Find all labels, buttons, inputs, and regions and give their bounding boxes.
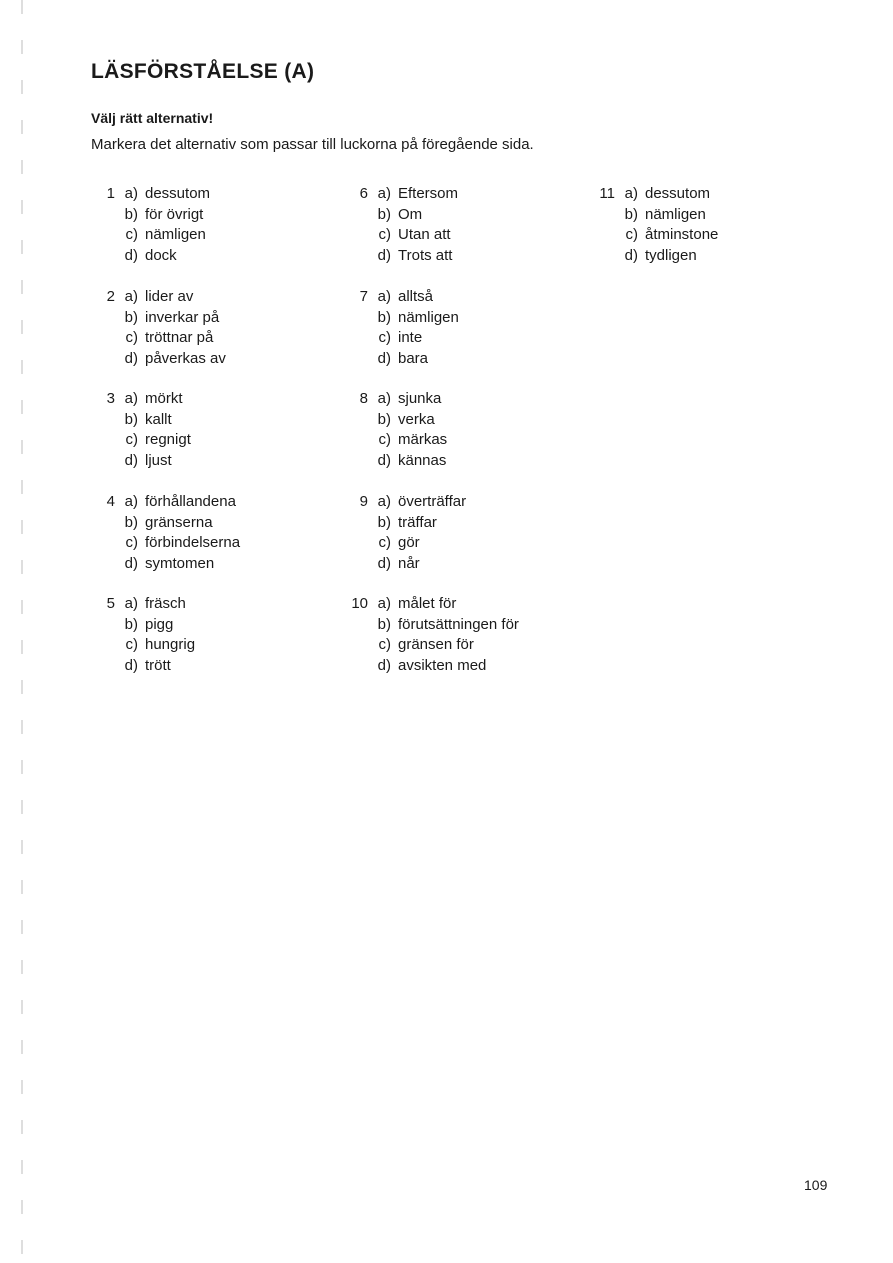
question-number-spacer (91, 656, 115, 677)
question-number-spacer (344, 656, 368, 677)
answer-option[interactable] (91, 554, 321, 575)
option-text: målet för (398, 595, 457, 612)
question-number-spacer (344, 246, 368, 267)
option-text: överträffar (398, 493, 467, 510)
option-letter: b) (124, 615, 138, 633)
option-letter: d) (377, 554, 391, 572)
answer-option[interactable] (344, 410, 574, 431)
question-number-spacer (344, 430, 368, 451)
answer-option[interactable] (91, 594, 321, 615)
answer-option[interactable] (91, 656, 321, 677)
answer-option[interactable] (344, 635, 574, 656)
answer-option[interactable] (91, 225, 321, 246)
option-letter: c) (625, 226, 638, 244)
answer-option[interactable] (91, 184, 321, 205)
answer-option[interactable] (344, 205, 574, 226)
option-text: kännas (398, 451, 447, 469)
option-letter: c) (125, 226, 138, 244)
option-text: verka (398, 410, 435, 428)
question-number-spacer (591, 246, 615, 267)
question-number: 7 (359, 288, 368, 305)
answer-option[interactable] (344, 328, 574, 349)
question-number-spacer (91, 615, 115, 636)
option-letter: c) (378, 636, 391, 654)
option-text: träffar (398, 513, 437, 531)
question-number-spacer (344, 451, 368, 472)
question-number-spacer (91, 328, 115, 349)
option-letter: a) (124, 493, 138, 510)
option-text: Utan att (398, 226, 451, 244)
option-letter: d) (377, 349, 391, 367)
option-letter: a) (377, 595, 391, 612)
option-letter: c) (378, 534, 391, 552)
option-text: sjunka (398, 390, 442, 407)
question-number: 8 (359, 390, 368, 407)
question-number-spacer (91, 205, 115, 226)
answer-option[interactable] (91, 430, 321, 451)
option-letter: c) (125, 636, 138, 654)
answer-option[interactable] (91, 451, 321, 472)
question-7 (344, 287, 574, 369)
answer-option[interactable] (344, 225, 574, 246)
question-4 (91, 492, 321, 574)
option-text: mörkt (145, 390, 183, 407)
option-text: symtomen (145, 554, 215, 572)
question-number-spacer (344, 554, 368, 575)
option-text: ljust (145, 451, 172, 469)
question-number-spacer (344, 328, 368, 349)
option-text: nämligen (645, 205, 706, 223)
question-number-spacer (344, 513, 368, 534)
question-3 (91, 389, 321, 471)
answer-option[interactable] (344, 615, 574, 636)
question-8 (344, 389, 574, 471)
option-letter: c) (125, 431, 138, 449)
answer-option[interactable] (91, 308, 321, 329)
page-number: 109 (804, 1177, 828, 1193)
question-10 (344, 594, 574, 676)
option-text: avsikten med (398, 656, 487, 674)
question-number: 11 (599, 185, 615, 202)
answer-option[interactable] (91, 389, 321, 410)
answer-option[interactable] (91, 533, 321, 554)
option-letter: a) (124, 390, 138, 407)
option-letter: a) (377, 390, 391, 407)
option-letter: d) (377, 246, 391, 264)
question-number-spacer (91, 225, 115, 246)
question-number-spacer (344, 205, 368, 226)
option-letter: c) (125, 329, 138, 347)
answer-option[interactable] (344, 554, 574, 575)
answer-option[interactable] (344, 308, 574, 329)
option-letter: b) (377, 513, 391, 531)
option-letter: c) (378, 226, 391, 244)
option-letter: d) (124, 451, 138, 469)
option-letter: b) (124, 513, 138, 531)
question-6 (344, 184, 574, 266)
option-text: regnigt (145, 431, 191, 449)
answer-option[interactable] (344, 430, 574, 451)
answer-option[interactable] (91, 349, 321, 370)
answer-option[interactable] (91, 287, 321, 308)
option-letter: a) (124, 595, 138, 612)
answer-option[interactable] (344, 656, 574, 677)
question-11 (591, 184, 821, 266)
question-number-spacer (91, 513, 115, 534)
question-5 (91, 594, 321, 676)
option-text: fräsch (145, 595, 186, 612)
answer-option[interactable] (591, 246, 821, 267)
question-number-spacer (344, 349, 368, 370)
question-number: 10 (351, 595, 368, 612)
option-letter: c) (125, 534, 138, 552)
question-number: 2 (106, 288, 115, 305)
option-text: inte (398, 329, 423, 347)
option-text: trött (145, 656, 171, 674)
question-number-spacer (91, 451, 115, 472)
question-number-spacer (591, 225, 615, 246)
option-text: Eftersom (398, 185, 459, 202)
option-letter: b) (377, 308, 391, 326)
question-number-spacer (344, 308, 368, 329)
answer-option[interactable] (344, 389, 574, 410)
option-letter: c) (378, 329, 391, 347)
answer-option[interactable] (91, 635, 321, 656)
question-1 (91, 184, 321, 266)
option-letter: d) (377, 656, 391, 674)
answer-option[interactable] (344, 287, 574, 308)
option-text: alltså (398, 288, 434, 305)
answer-option[interactable] (91, 246, 321, 267)
subtitle: Välj rätt alternativ! (91, 110, 214, 126)
option-letter: d) (377, 451, 391, 469)
answer-option[interactable] (344, 492, 574, 513)
question-number-spacer (91, 430, 115, 451)
option-text: tydligen (645, 246, 697, 264)
question-number: 3 (106, 390, 115, 407)
option-letter: b) (377, 205, 391, 223)
question-9 (344, 492, 574, 574)
scan-binding-edge (21, 0, 23, 1263)
option-letter: b) (377, 615, 391, 633)
question-number-spacer (344, 533, 368, 554)
question-number: 4 (106, 493, 115, 510)
answer-option[interactable] (91, 615, 321, 636)
option-letter: d) (624, 246, 638, 264)
question-2 (91, 287, 321, 369)
instruction-text: Markera det alternativ som passar till luckorna på föregående sida. (91, 136, 534, 153)
answer-option[interactable] (91, 205, 321, 226)
option-text: förutsättningen för (398, 615, 519, 633)
option-text: hungrig (145, 636, 196, 654)
answer-option[interactable] (591, 225, 821, 246)
option-text: Trots att (398, 246, 453, 264)
option-text: gränserna (145, 513, 213, 531)
option-text: påverkas av (145, 349, 226, 367)
question-number-spacer (91, 308, 115, 329)
question-number: 1 (106, 185, 115, 202)
answer-option[interactable] (344, 246, 574, 267)
question-number-spacer (91, 349, 115, 370)
question-number-spacer (344, 225, 368, 246)
option-text: bara (398, 349, 429, 367)
question-number-spacer (344, 635, 368, 656)
answer-option[interactable] (344, 594, 574, 615)
answer-option[interactable] (344, 184, 574, 205)
answer-option[interactable] (91, 492, 321, 513)
option-letter: b) (124, 410, 138, 428)
option-text: Om (398, 205, 423, 223)
question-number-spacer (91, 554, 115, 575)
question-number: 5 (106, 595, 115, 612)
answer-option[interactable] (91, 328, 321, 349)
option-letter: d) (124, 349, 138, 367)
question-number: 6 (359, 185, 368, 202)
option-letter: a) (377, 493, 391, 510)
option-letter: a) (624, 185, 638, 202)
option-letter: a) (377, 185, 391, 202)
answer-option[interactable] (344, 349, 574, 370)
option-text: inverkar på (145, 308, 220, 326)
option-letter: d) (124, 656, 138, 674)
option-letter: b) (377, 410, 391, 428)
option-letter: b) (124, 308, 138, 326)
option-text: för övrigt (145, 205, 204, 223)
question-number-spacer (344, 410, 368, 431)
question-number-spacer (91, 533, 115, 554)
option-text: kallt (145, 410, 172, 428)
option-letter: a) (124, 288, 138, 305)
answer-option[interactable] (344, 451, 574, 472)
option-letter: b) (124, 205, 138, 223)
option-letter: a) (377, 288, 391, 305)
question-number-spacer (91, 410, 115, 431)
question-number: 9 (359, 493, 368, 510)
answer-option[interactable] (344, 533, 574, 554)
option-letter: a) (124, 185, 138, 202)
question-number-spacer (344, 615, 368, 636)
answer-option[interactable] (591, 184, 821, 205)
option-letter: d) (124, 246, 138, 264)
option-text: åtminstone (645, 226, 719, 244)
answer-option[interactable] (344, 513, 574, 534)
answer-option[interactable] (591, 205, 821, 226)
answer-option[interactable] (91, 513, 321, 534)
option-text: pigg (145, 615, 174, 633)
option-text: märkas (398, 431, 448, 449)
option-letter: b) (624, 205, 638, 223)
page-title: LÄSFÖRSTÅELSE (A) (91, 60, 315, 83)
option-text: dock (145, 246, 177, 264)
option-text: dessutom (145, 185, 211, 202)
option-text: tröttnar på (145, 329, 214, 347)
option-text: når (398, 554, 420, 572)
question-number-spacer (91, 635, 115, 656)
option-letter: d) (124, 554, 138, 572)
option-text: lider av (145, 288, 194, 305)
option-text: dessutom (645, 185, 711, 202)
answer-option[interactable] (91, 410, 321, 431)
question-number-spacer (91, 246, 115, 267)
question-number-spacer (591, 205, 615, 226)
option-text: gör (398, 534, 420, 552)
option-letter: c) (378, 431, 391, 449)
option-text: nämligen (145, 226, 206, 244)
option-text: förhållandena (145, 493, 236, 510)
option-text: förbindelserna (145, 534, 241, 552)
option-text: nämligen (398, 308, 459, 326)
option-text: gränsen för (398, 636, 474, 654)
